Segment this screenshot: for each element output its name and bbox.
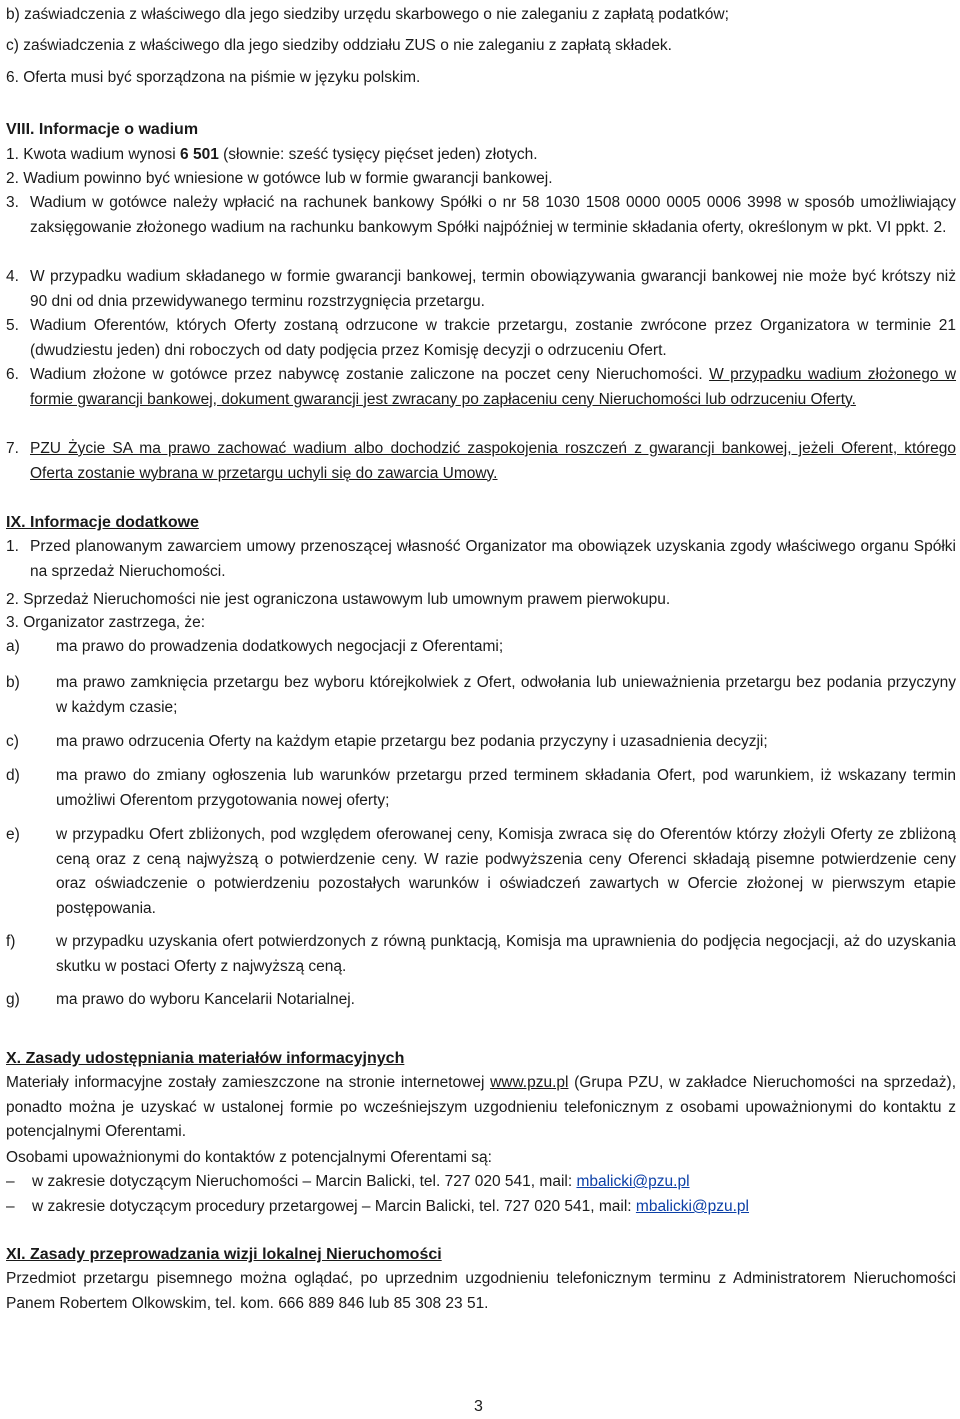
contact-1-email-link[interactable]: mbalicki@pzu.pl (576, 1173, 690, 1190)
pzu-website-link[interactable]: www.pzu.pl (490, 1074, 569, 1091)
ix-sub-a: a) ma prawo do prowadzenia dodatkowych negocjacji z Oferentami; (6, 638, 504, 655)
viii-item-1: 1. Kwota wadium wynosi 6 501 (słownie: sześć tysięcy pięćset jeden) złotych. (6, 146, 538, 163)
section-x-heading: X. Zasady udostępniania materiałów informacyjnych (6, 1050, 405, 1067)
viii-item-6: 6. Wadium złożone w gotówce przez nabywcę zostanie zaliczone na poczet ceny Nieruchomości. W przypadku wadium złożonego w formie gwarancji bankowej, dokument gwarancji jest zwracany po zapłaceniu ceny Nieruchomości lub odrzuceniu Oferty. (6, 366, 957, 408)
x-paragraph-1: Materiały informacyjne zostały zamieszczone na stronie internetowej www.pzu.pl (Grupa PZU, w zakładce Nieruchomości na sprzedaż), ponadto można je uzyskać w ustalonej formie po wcześniejszym uzgodnieniu telefonicznym z osobami upoważnionymi do kontaktu z potencjalnymi Oferentami. (6, 1074, 957, 1140)
x-contact-2: – w zakresie dotyczącym procedury przetargowej – Marcin Balicki, tel. 727 020 541, mail: mbalicki@pzu.pl (6, 1198, 749, 1215)
section-viii-heading: VIII. Informacje o wadium (6, 121, 199, 138)
x-contact-1: – w zakresie dotyczącym Nieruchomości – Marcin Balicki, tel. 727 020 541, mail: mbalicki@pzu.pl (6, 1173, 690, 1190)
page-number: 3 (474, 1398, 483, 1415)
ix-item-2: 2. Sprzedaż Nieruchomości nie jest ograniczona ustawowym lub umownym prawem pierwokupu. (6, 591, 671, 608)
contact-2-email-link[interactable]: mbalicki@pzu.pl (635, 1198, 749, 1215)
viii-item-7: 7. PZU Życie SA ma prawo zachować wadium albo dochodzić zaspokojenia roszczeń z gwarancji bankowej, jeżeli Oferent, którego Oferta zostanie wybrana w przetargu uchyli się do zawarcia Umowy. (6, 440, 956, 482)
ix-sub-d: d) ma prawo do zmiany ogłoszenia lub warunków przetargu przed terminem składania Ofert, pod warunkiem, iż wskazany termin umożliwi Oferentom przygotowania nowej oferty; (6, 767, 956, 809)
xi-paragraph: Przedmiot przetargu pisemnego można oglądać, po uprzednim uzgodnieniu telefonicznym terminu z Administratorem Nieruchomości Panem Robertem Olkowskim, tel. kom. 666 889 846 lub 85 308 23 51. (6, 1270, 956, 1312)
viii-item-4: 4. W przypadku wadium składanego w formie gwarancji bankowej, termin obowiązywania gwarancji bankowej nie może być krótszy niż 90 dni od dnia przewidywanego terminu rozstrzygnięcia przetargu. (6, 268, 956, 310)
ix-sub-b: b) ma prawo zamknięcia przetargu bez wyboru którejkolwiek z Ofert, odwołania lub unieważnienia przetargu bez podania przyczyny w każdym czasie; (6, 674, 956, 716)
line-b: b) zaświadczenia z właściwego dla jego siedziby urzędu skarbowego o nie zaleganiu z zapłatą podatków; (6, 6, 729, 23)
x-paragraph-2: Osobami upoważnionymi do kontaktów z potencjalnymi Oferentami są: (6, 1149, 492, 1166)
ix-item-1: 1. Przed planowanym zawarciem umowy przenoszącej własność Organizator ma obowiązek uzyskania zgody właściwego organu Spółki na sprzedaż Nieruchomości. (6, 538, 956, 580)
line-6: 6. Oferta musi być sporządzona na piśmie w języku polskim. (6, 69, 421, 86)
viii-item-5: 5. Wadium Oferentów, których Oferty zostaną odrzucone w trakcie przetargu, zostanie zwrócone przez Organizatora w terminie 21 (dwudziestu jeden) dni roboczych od daty podjęcia przez Komisję decyzji o odrzuceniu Ofert. (6, 317, 956, 359)
ix-sub-f: f) w przypadku uzyskania ofert potwierdzonych z równą punktacją, Komisja ma uprawnienia do podjęcia negocjacji, aż do uzyskania skutku w postaci Oferty z najwyższą ceną. (6, 933, 956, 975)
ix-sub-e: e) w przypadku Ofert zbliżonych, pod względem oferowanej ceny, Komisja zwraca się do Oferentów którzy złożyli Oferty ze zbliżoną ceną oraz z ceną najwyższą o potwierdzenie ceny. W razie podwyższenia ceny Oferenci składają pisemne potwierdzenie ceny oraz oświadczenie o potwierdzeniu pozostałych warunków i oświadczeń zawartych w Ofercie złożonej w pierwszym etapie postępowania. (6, 826, 956, 917)
ix-sub-c: c) ma prawo odrzucenia Oferty na każdym etapie przetargu bez podania przyczyny i uzasadnienia decyzji; (6, 733, 768, 750)
viii-item-3: 3. Wadium w gotówce należy wpłacić na rachunek bankowy Spółki o nr 58 1030 1508 0000 0005 0006 3998 w sposób umożliwiający zaksięgowanie złożonego wadium na rachunku bankowym Spółki najpóźniej w terminie składania oferty, określonym w pkt. VI ppkt. 2. (6, 194, 956, 236)
ix-sub-g: g) ma prawo do wyboru Kancelarii Notarialnej. (6, 991, 355, 1008)
ix-item-3: 3. Organizator zastrzega, że: (6, 614, 206, 631)
viii-item-2: 2. Wadium powinno być wniesione w gotówce lub w formie gwarancji bankowej. (6, 170, 553, 187)
section-xi-heading: XI. Zasady przeprowadzania wizji lokalnej Nieruchomości (6, 1246, 442, 1263)
line-c: c) zaświadczenia z właściwego dla jego siedziby oddziału ZUS o nie zaleganiu z zapłatą składek. (6, 37, 672, 54)
section-ix-heading: IX. Informacje dodatkowe (6, 514, 199, 531)
